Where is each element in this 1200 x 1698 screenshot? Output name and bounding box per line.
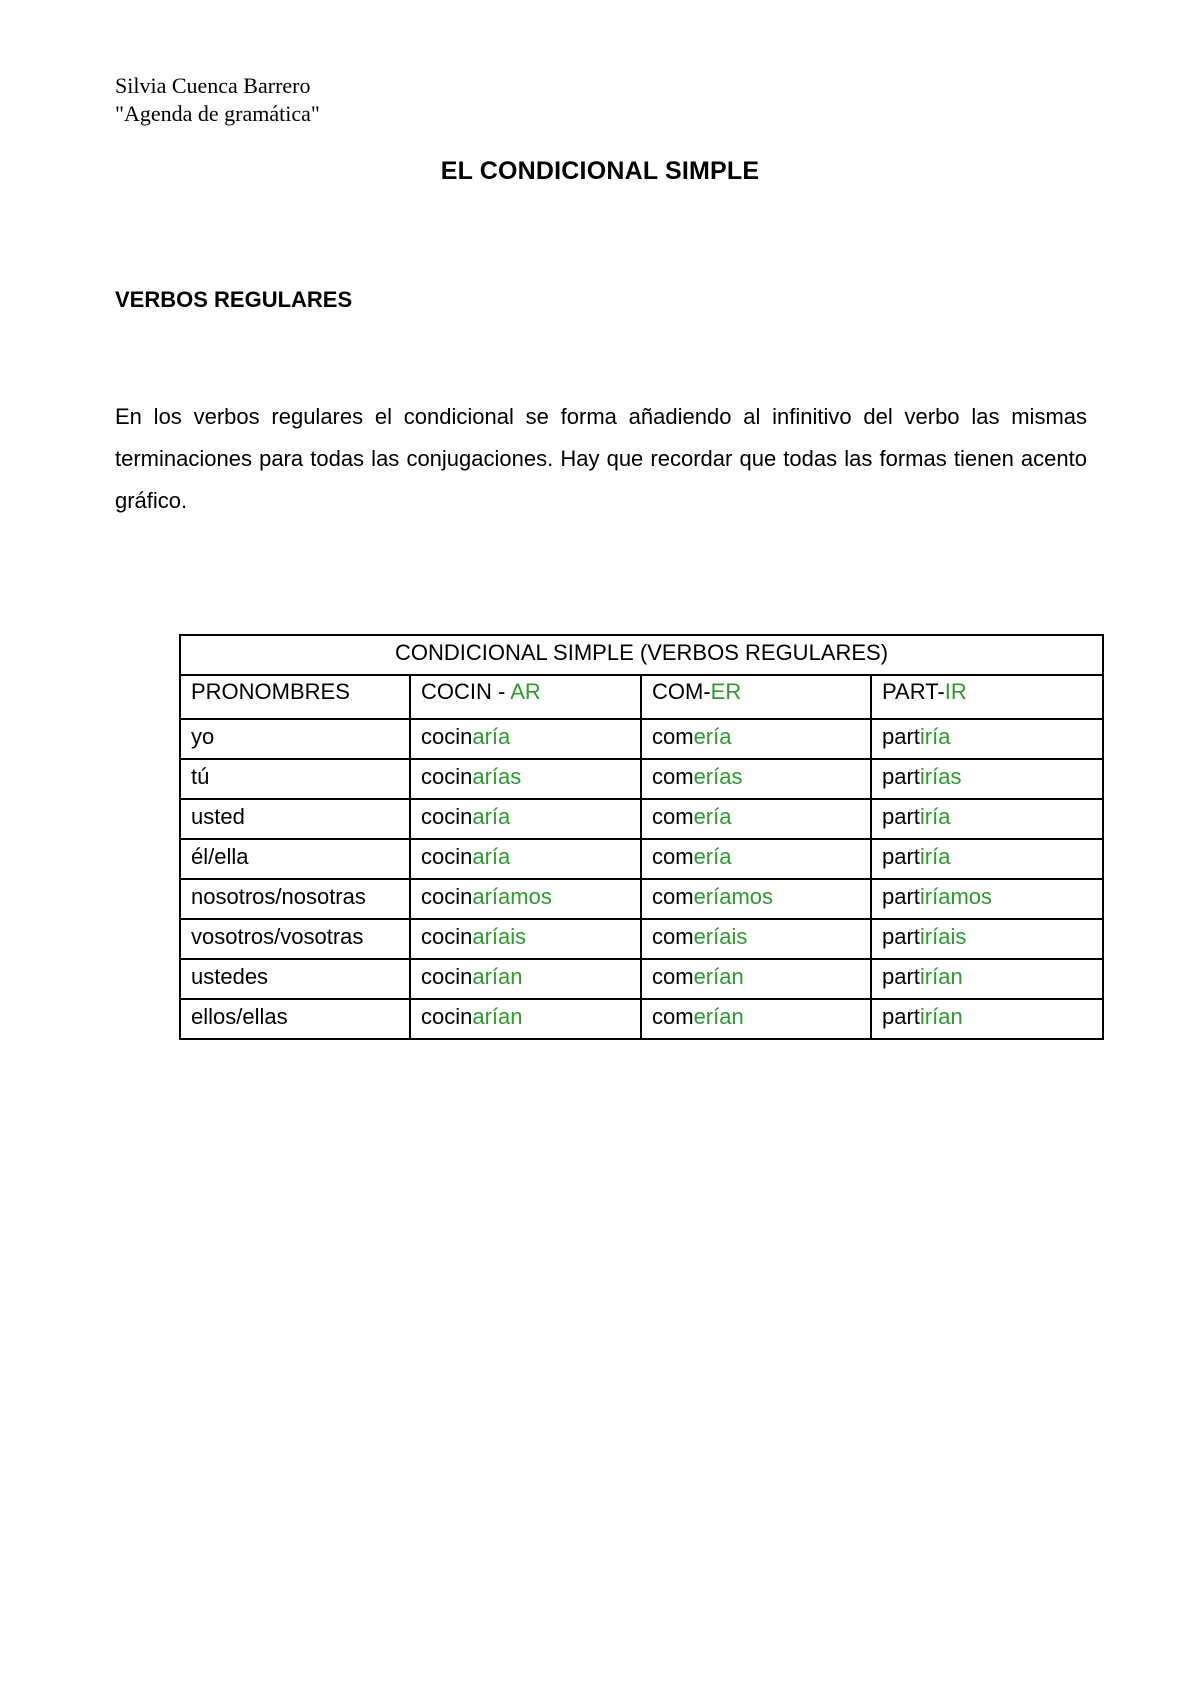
verb-ending: arían bbox=[472, 964, 523, 989]
verb-stem: part bbox=[882, 1004, 920, 1029]
verb-form-cell bbox=[871, 919, 1103, 959]
verb-form-cell bbox=[871, 839, 1103, 879]
section-heading: VERBOS REGULARES bbox=[115, 287, 353, 312]
verb-stem: cocin bbox=[421, 964, 473, 989]
verb-ending: arías bbox=[472, 764, 522, 789]
verb-ending: iría bbox=[919, 804, 951, 829]
verb-form-cell bbox=[410, 919, 641, 959]
pronoun-cell: ellos/ellas bbox=[180, 999, 410, 1039]
pronoun-cell: tú bbox=[180, 759, 410, 799]
verb-stem: com bbox=[652, 804, 694, 829]
verb-form-cell bbox=[641, 879, 871, 919]
verb-form-cell bbox=[410, 839, 641, 879]
verb-form-cell bbox=[410, 999, 641, 1039]
verb-stem: part bbox=[882, 724, 920, 749]
source-title: "Agenda de gramática" bbox=[115, 101, 320, 126]
verb-ending: aríamos bbox=[472, 884, 552, 909]
header-stem: PART- bbox=[882, 679, 945, 704]
pronoun-cell: vosotros/vosotras bbox=[180, 919, 410, 959]
table-row bbox=[180, 959, 1103, 999]
header-cell-ar bbox=[410, 675, 641, 719]
verb-form-cell bbox=[641, 719, 871, 759]
verb-ending: ería bbox=[693, 844, 732, 869]
intro-paragraph: En los verbos regulares el condicional se forma añadiendo al infinitivo del verbo las mismas terminaciones para todas las conjugaciones. Hay que recordar que todas las formas tienen acento gráfico. bbox=[115, 404, 1087, 513]
author-name: Silvia Cuenca Barrero bbox=[115, 73, 311, 98]
document-header bbox=[115, 72, 320, 128]
verb-stem: cocin bbox=[421, 804, 473, 829]
verb-ending: aría bbox=[472, 844, 511, 869]
table-row bbox=[180, 839, 1103, 879]
verb-ending: irías bbox=[919, 764, 962, 789]
verb-form-cell bbox=[410, 799, 641, 839]
pronoun-cell: ustedes bbox=[180, 959, 410, 999]
verb-stem: cocin bbox=[421, 884, 473, 909]
verb-ending: erían bbox=[693, 1004, 744, 1029]
verb-form-cell bbox=[641, 959, 871, 999]
verb-stem: part bbox=[882, 804, 920, 829]
conjugation-table-wrapper bbox=[179, 634, 1102, 1040]
verb-ending: iríamos bbox=[919, 884, 993, 909]
verb-ending: aría bbox=[472, 804, 511, 829]
verb-ending: iríais bbox=[919, 924, 967, 949]
pronoun-cell: yo bbox=[180, 719, 410, 759]
table-row bbox=[180, 879, 1103, 919]
verb-ending: ería bbox=[693, 724, 732, 749]
verb-form-cell bbox=[871, 759, 1103, 799]
page-title: EL CONDICIONAL SIMPLE bbox=[440, 157, 760, 185]
verb-ending: erías bbox=[693, 764, 743, 789]
table-row bbox=[180, 719, 1103, 759]
verb-form-cell bbox=[641, 799, 871, 839]
verb-ending: aría bbox=[472, 724, 511, 749]
verb-stem: com bbox=[652, 884, 694, 909]
verb-stem: cocin bbox=[421, 924, 473, 949]
verb-stem: com bbox=[652, 924, 694, 949]
verb-ending: ería bbox=[693, 804, 732, 829]
verb-ending: eríais bbox=[693, 924, 748, 949]
verb-ending: irían bbox=[919, 964, 963, 989]
table-row bbox=[180, 919, 1103, 959]
table-caption-row bbox=[180, 635, 1103, 675]
header-cell-ir bbox=[871, 675, 1103, 719]
verb-form-cell bbox=[871, 879, 1103, 919]
verb-stem: part bbox=[882, 844, 920, 869]
verb-stem: com bbox=[652, 844, 694, 869]
header-cell-pronouns bbox=[180, 675, 410, 719]
verb-stem: cocin bbox=[421, 724, 473, 749]
verb-form-cell bbox=[410, 959, 641, 999]
header-stem: COCIN - bbox=[421, 679, 511, 704]
conjugation-table bbox=[179, 634, 1104, 1040]
verb-stem: part bbox=[882, 764, 920, 789]
pronoun-cell: usted bbox=[180, 799, 410, 839]
verb-form-cell bbox=[641, 759, 871, 799]
verb-form-cell bbox=[641, 839, 871, 879]
verb-form-cell bbox=[410, 719, 641, 759]
header-stem: COM- bbox=[652, 679, 711, 704]
verb-form-cell bbox=[871, 999, 1103, 1039]
verb-form-cell bbox=[410, 759, 641, 799]
verb-form-cell bbox=[871, 959, 1103, 999]
table-header-row bbox=[180, 675, 1103, 719]
verb-stem: com bbox=[652, 1004, 694, 1029]
header-cell-er bbox=[641, 675, 871, 719]
verb-stem: cocin bbox=[421, 764, 473, 789]
table-caption: CONDICIONAL SIMPLE (VERBOS REGULARES) bbox=[180, 635, 1103, 675]
verb-stem: cocin bbox=[421, 1004, 473, 1029]
verb-stem: com bbox=[652, 964, 694, 989]
table-row bbox=[180, 759, 1103, 799]
header-ending: IR bbox=[944, 679, 967, 704]
verb-form-cell bbox=[871, 799, 1103, 839]
verb-stem: com bbox=[652, 764, 694, 789]
verb-stem: com bbox=[652, 724, 694, 749]
verb-ending: erían bbox=[693, 964, 744, 989]
verb-ending: eríamos bbox=[693, 884, 774, 909]
verb-ending: iría bbox=[919, 724, 951, 749]
pronoun-cell: nosotros/nosotras bbox=[180, 879, 410, 919]
header-ending: AR bbox=[510, 679, 541, 704]
verb-ending: arían bbox=[472, 1004, 523, 1029]
table-row bbox=[180, 799, 1103, 839]
table-row bbox=[180, 999, 1103, 1039]
pronoun-cell: él/ella bbox=[180, 839, 410, 879]
verb-stem: part bbox=[882, 964, 920, 989]
verb-form-cell bbox=[410, 879, 641, 919]
verb-ending: aríais bbox=[472, 924, 527, 949]
header-ending: ER bbox=[710, 679, 742, 704]
verb-ending: iría bbox=[919, 844, 951, 869]
verb-stem: cocin bbox=[421, 844, 473, 869]
header-stem: PRONOMBRES bbox=[191, 679, 350, 704]
verb-form-cell bbox=[871, 719, 1103, 759]
verb-form-cell bbox=[641, 999, 871, 1039]
verb-stem: part bbox=[882, 884, 920, 909]
verb-stem: part bbox=[882, 924, 920, 949]
verb-form-cell bbox=[641, 919, 871, 959]
verb-ending: irían bbox=[919, 1004, 963, 1029]
